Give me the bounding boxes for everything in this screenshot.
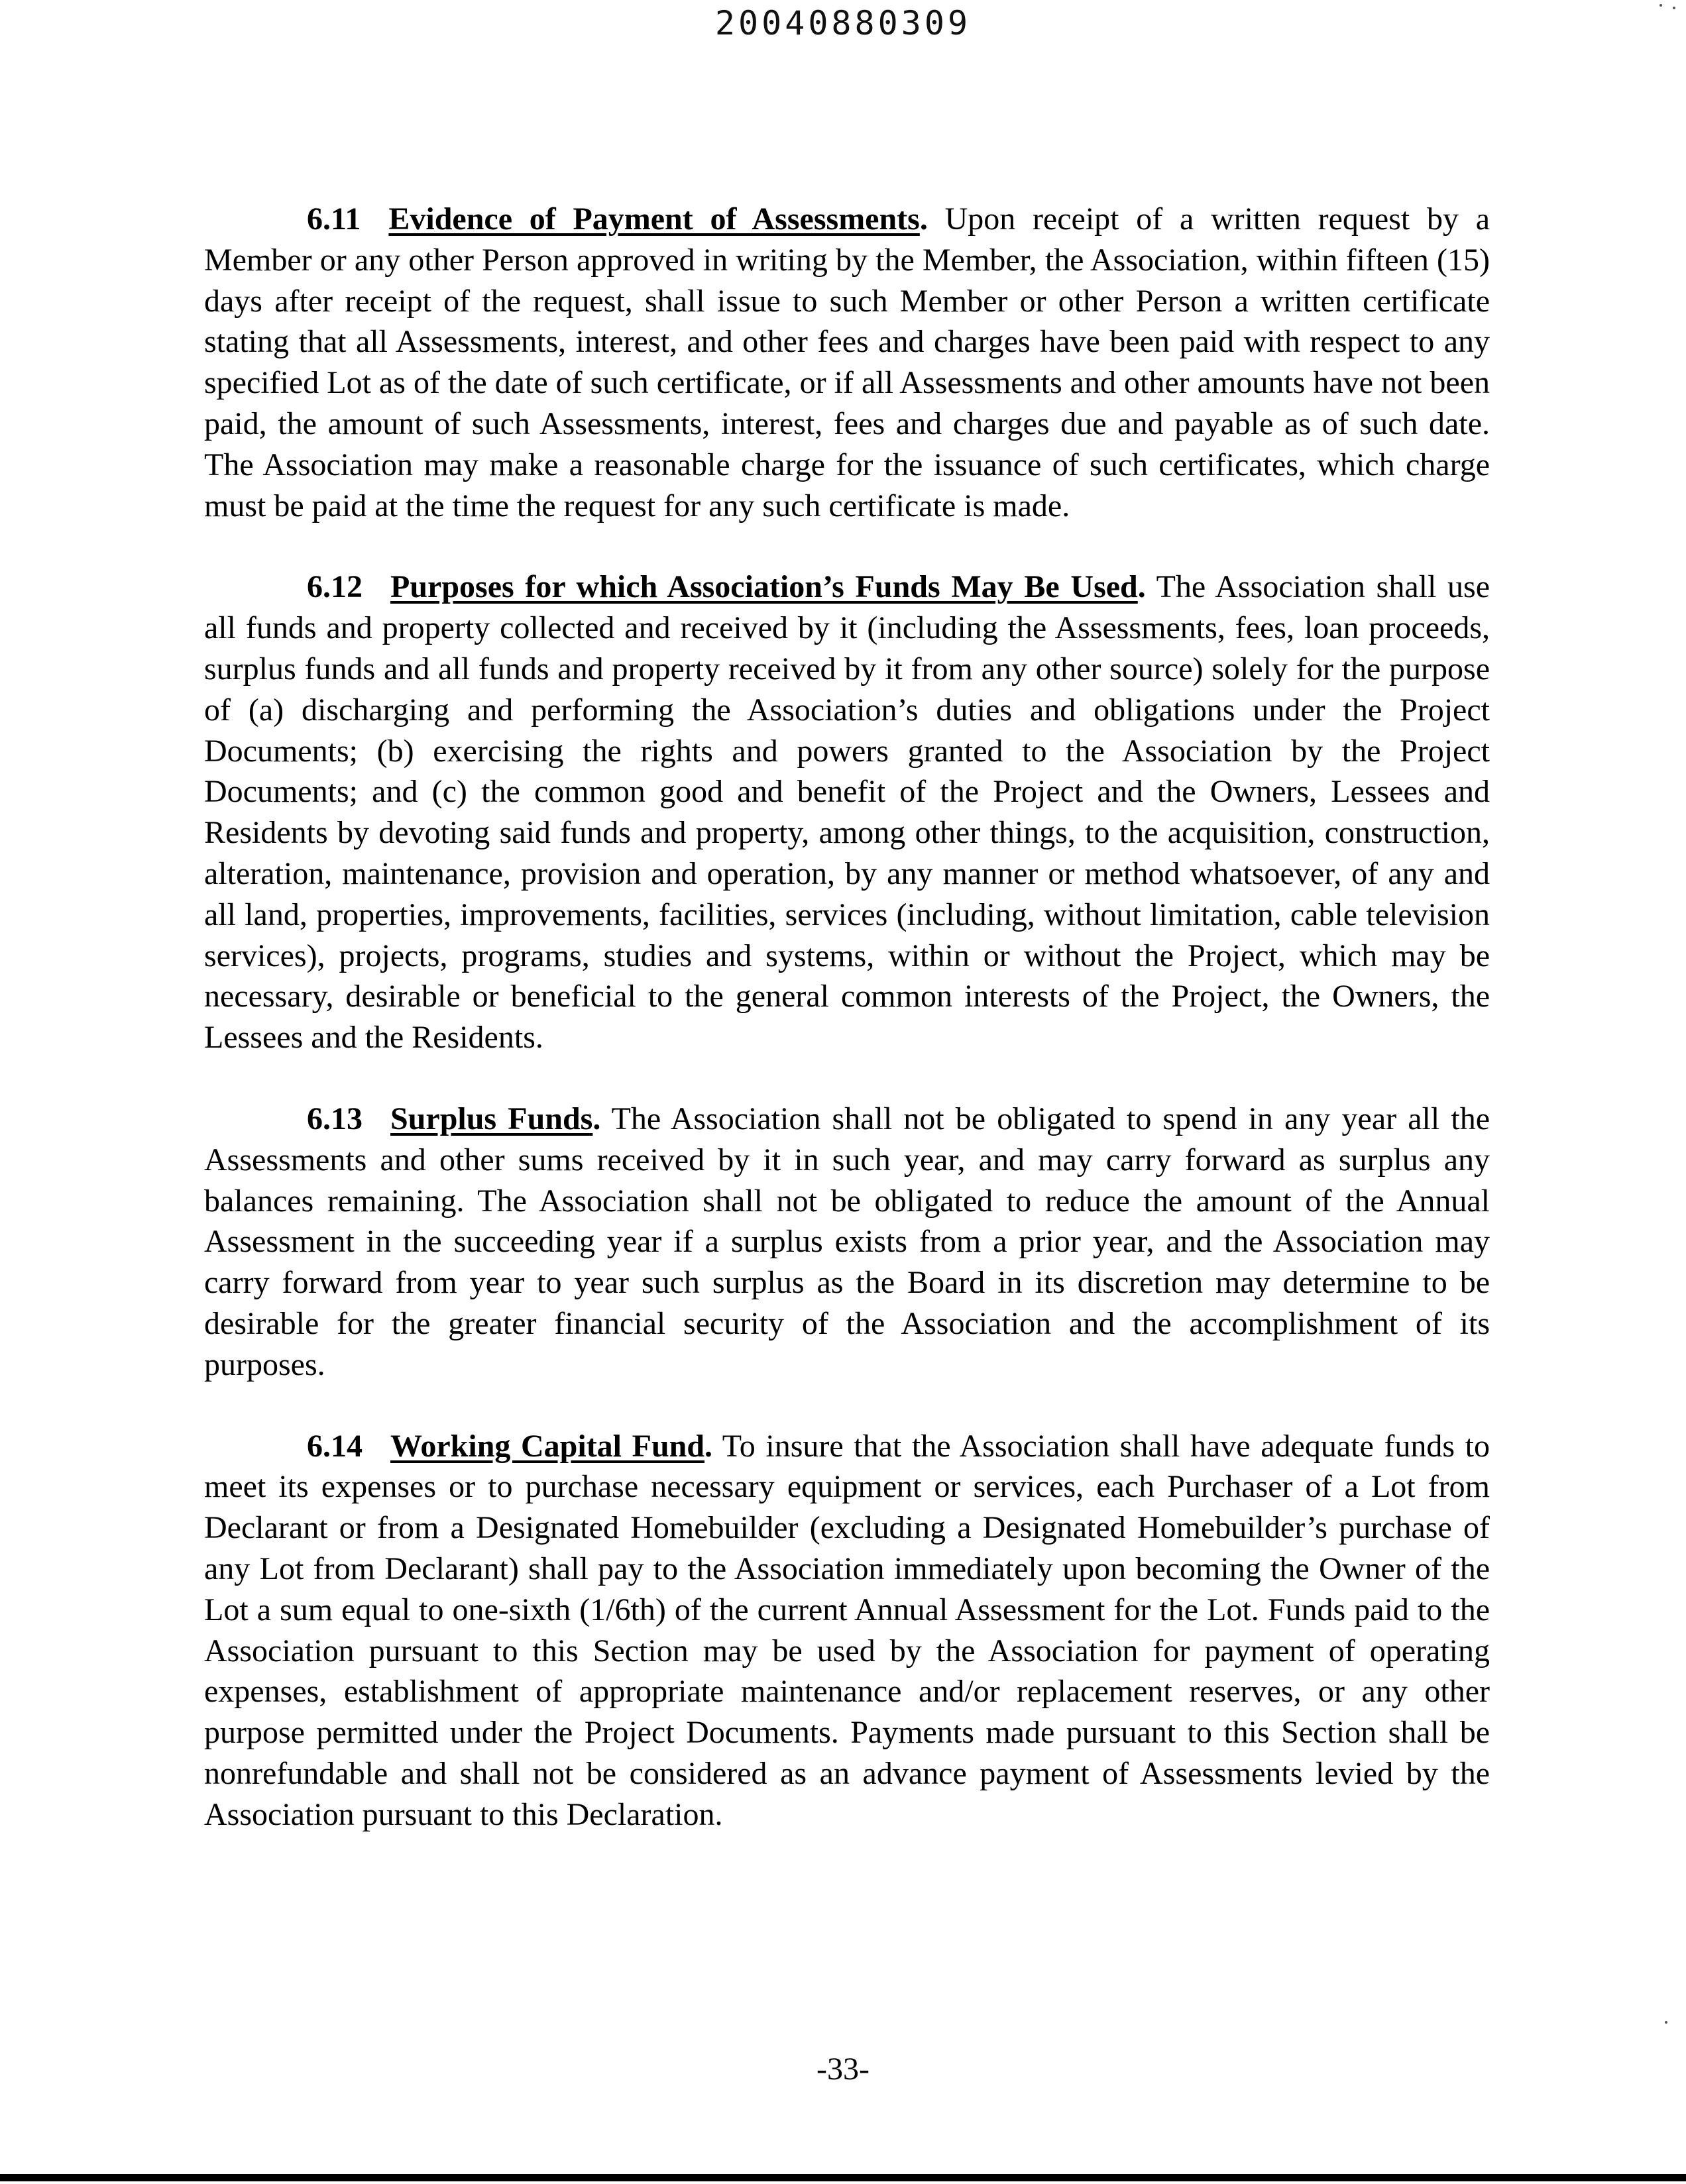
scan-speck (1659, 4, 1662, 7)
document-number: 20040880309 (714, 4, 972, 42)
section-6-11 (204, 199, 1490, 526)
scan-edge-rule (0, 2174, 1686, 2181)
section-title: Surplus Funds (390, 1101, 593, 1136)
section-title: Working Capital Fund (390, 1428, 705, 1464)
section-title: Evidence of Payment of Assessments (388, 201, 920, 237)
section-title-period: . (1137, 569, 1146, 605)
document-body (204, 199, 1490, 1875)
section-text: The Association shall not be obligated to spend in any year all the Assessments and other sums received by it in such year, and may carry forward as surplus any balances remaining. The Association shall not be obligated to reduce the amount of the Annual Assessment in the succeeding year if a surplus exists from a prior year, and the Association may carry forward from year to year such surplus as the Board in its discretion may determine to be desirable for the greater financial security of the Association and the accomplishment of its purposes. (204, 1101, 1490, 1382)
section-text: Upon receipt of a written request by a Member or any other Person approved in writing by the Member, the Association, within fifteen (15) days after receipt of the request, shall issue to such Member or other Person a written certificate stating that all Assessments, interest, and other fees and charges have been paid with respect to any specified Lot as of the date of such certificate, or if all Assessments and other amounts have not been paid, the amount of such Assessments, interest, fees and charges due and payable as of such date. The Association may make a reasonable charge for the issuance of such certificates, which charge must be paid at the time the request for any such certificate is made. (204, 201, 1490, 523)
section-number: 6.14 (307, 1428, 363, 1464)
section-6-12 (204, 567, 1490, 1058)
section-6-14 (204, 1426, 1490, 1835)
section-title-period: . (704, 1428, 713, 1464)
section-text: To insure that the Association shall have adequate funds to meet its expenses or to purchase necessary equipment or services, each Purchaser of a Lot from Declarant or from a Designated Homebuilder (excluding a Designated Homebuilder’s purchase of any Lot from Declarant) shall pay to the Association immediately upon becoming the Owner of the Lot a sum equal to one-sixth (1/6th) of the current Annual Assessment for the Lot. Funds paid to the Association pursuant to this Section may be used by the Association for payment of operating expenses, establishment of appropriate maintenance and/or replacement reserves, or any other purpose permitted under the Project Documents. Payments made pursuant to this Section shall be nonrefundable and shall not be considered as an advance payment of Assessments levied by the Association pursuant to this Declaration. (204, 1428, 1490, 1832)
section-number: 6.11 (307, 201, 361, 237)
section-6-13 (204, 1099, 1490, 1386)
section-title-period: . (919, 201, 928, 237)
section-text: The Association shall use all funds and property collected and received by it (including the Assessments, fees, loan proceeds, surplus funds and all funds and property received by it from any other source) solely for the purpose of (a) discharging and performing the Association’s duties and obligations under the Project Documents; (b) exercising the rights and powers granted to the Association by the Project Documents; and (c) the common good and benefit of the Project and the Owners, Lessees and Residents by devoting said funds and property, among other things, to the acquisition, construction, alteration, maintenance, provision and operation, by any manner or method whatsoever, of any and all land, properties, improvements, facilities, services (including, without limitation, cable television services), projects, programs, studies and systems, within or without the Project, which may be necessary, desirable or beneficial to the general common interests of the Project, the Owners, the Lessees and the Residents. (204, 569, 1490, 1056)
scan-speck (1673, 7, 1675, 9)
section-title: Purposes for which Association’s Funds May Be Used (390, 569, 1138, 605)
section-number: 6.13 (307, 1101, 363, 1136)
scan-speck (1665, 2021, 1667, 2024)
page-number: -33- (816, 2051, 870, 2087)
section-title-period: . (592, 1101, 601, 1136)
section-number: 6.12 (307, 569, 363, 605)
